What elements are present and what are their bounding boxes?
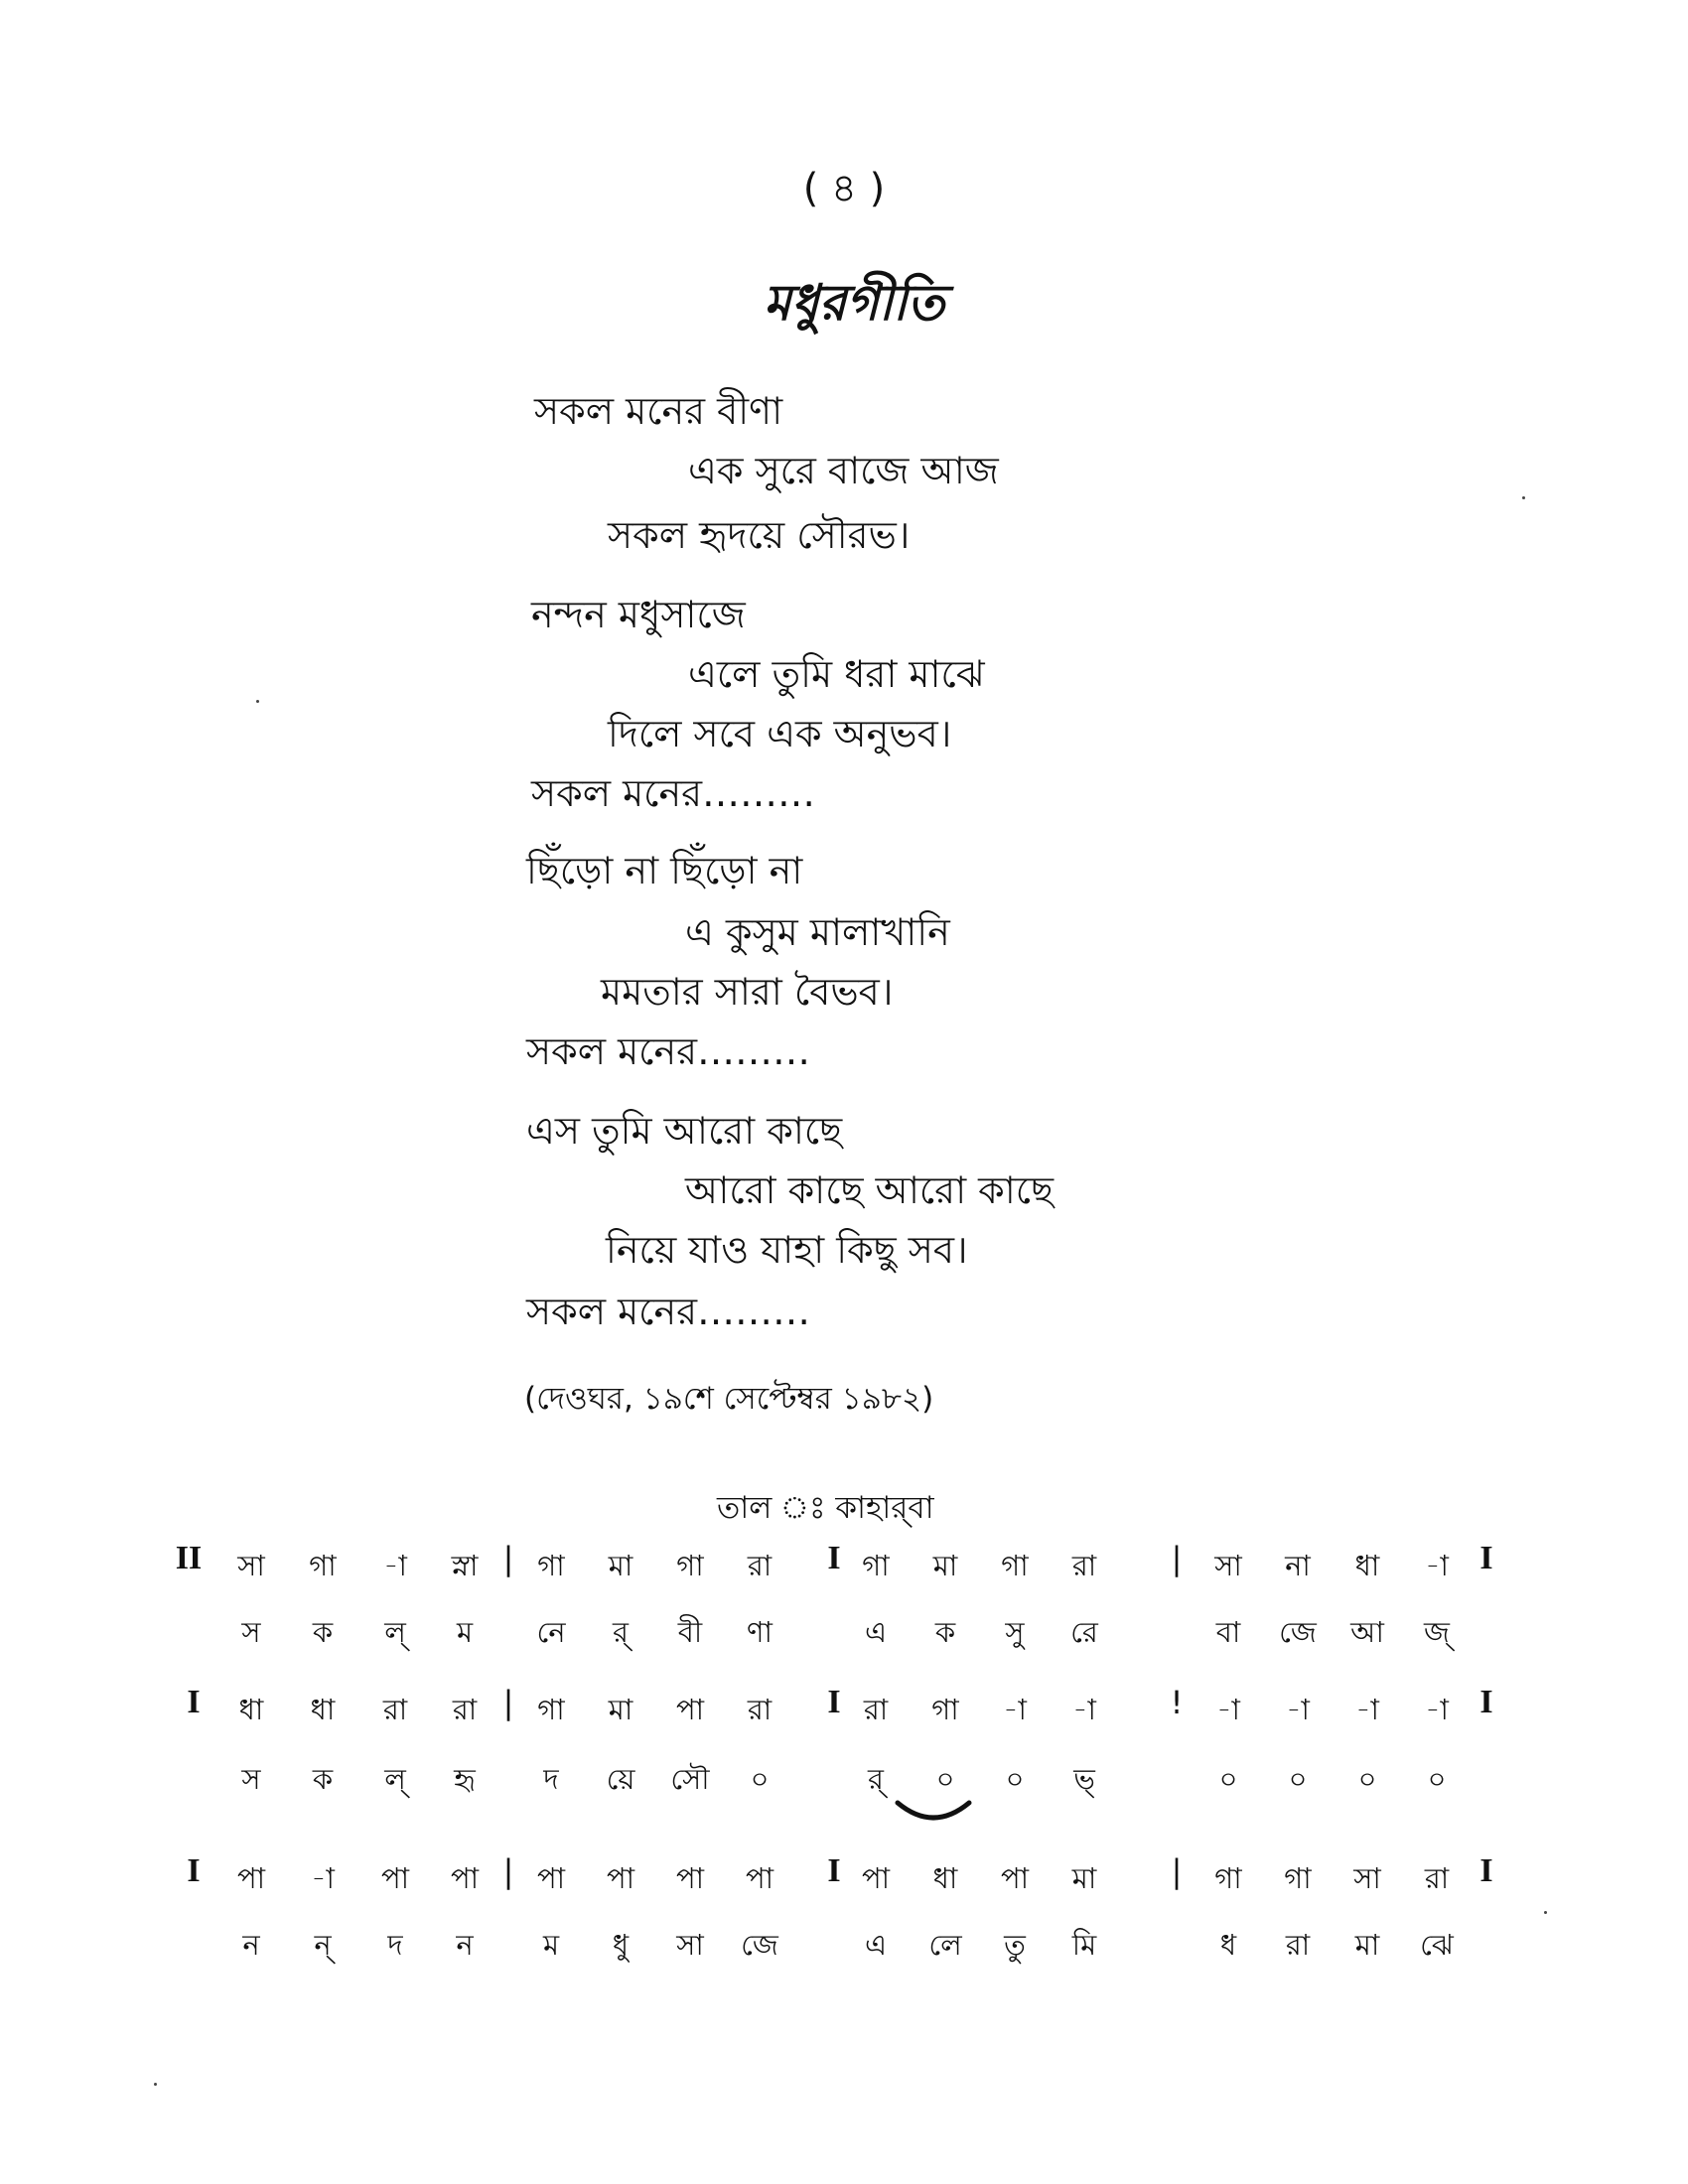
swara-note: পা [861, 1861, 891, 1895]
lyric-syllable: র্ [613, 1615, 629, 1649]
swara-note: পা [606, 1861, 635, 1895]
beat-divider: | [1171, 1540, 1183, 1577]
lyric-syllable: ০ [1288, 1762, 1308, 1796]
swara-note: ধা [1354, 1549, 1380, 1582]
swara-note: রা [382, 1693, 408, 1726]
swara-note: ধা [238, 1693, 264, 1726]
lyric-syllable: নে [536, 1615, 566, 1649]
swara-note: সা [237, 1549, 265, 1582]
swara-note: গা [931, 1693, 959, 1726]
lyric-line: সকল মনের……… [526, 1290, 811, 1333]
swara-note: রা [747, 1693, 773, 1726]
lyric-syllable: ক [934, 1615, 956, 1649]
bar-line-mid: I [827, 1684, 841, 1720]
swara-note: পা [236, 1861, 266, 1895]
bar-line-mid: I [827, 1540, 841, 1576]
lyric-line: নিয়ে যাও যাহা কিছু সব। [606, 1228, 968, 1272]
lyric-syllable: ০ [750, 1762, 770, 1796]
swara-note: -া [383, 1549, 407, 1582]
lyric-syllable: সু [1005, 1615, 1025, 1649]
lyric-syllable: ০ [1357, 1762, 1377, 1796]
beat-divider: | [1171, 1852, 1183, 1890]
lyric-line: এস তুমি আরো কাছে [526, 1109, 843, 1153]
tala-label: তাল ঃ কাহার্‌বা [717, 1490, 934, 1526]
lyric-syllable: ন্ [314, 1928, 332, 1962]
lyric-syllable: ধু [612, 1928, 630, 1962]
lyric-syllable: রা [1285, 1928, 1311, 1962]
swara-note: পা [745, 1861, 774, 1895]
page-number: ( ৪ ) [802, 166, 886, 211]
lyric-syllable: য়ে [606, 1762, 635, 1796]
bar-line-start: II [175, 1540, 203, 1576]
swara-note: পা [675, 1861, 705, 1895]
swara-note: মা [608, 1693, 633, 1726]
lyric-syllable: জে [741, 1928, 778, 1962]
swara-note: -া [1355, 1693, 1379, 1726]
swara-note: -া [1425, 1693, 1449, 1726]
slur-mark [894, 1799, 973, 1829]
lyric-syllable: সা [676, 1928, 704, 1962]
swara-note: রা [452, 1693, 478, 1726]
page-speck [256, 700, 259, 703]
swara-note: গা [309, 1549, 337, 1582]
lyric-line: মমতার সারা বৈভব। [601, 970, 894, 1014]
swara-note: পা [450, 1861, 480, 1895]
swara-note: রা [863, 1693, 889, 1726]
bar-line-end: I [1479, 1684, 1493, 1720]
lyric-syllable: রে [1070, 1615, 1098, 1649]
swara-note: -া [1286, 1693, 1310, 1726]
bar-line-start: I [187, 1852, 201, 1889]
lyric-line: ছিঁড়ো না ছিঁড়ো না [526, 849, 803, 892]
page-speck [1544, 1911, 1547, 1914]
lyric-syllable: ০ [1005, 1762, 1025, 1796]
lyric-line: দিলে সবে এক অনুভব। [608, 712, 952, 755]
lyric-syllable: ন [456, 1928, 474, 1962]
lyric-syllable: হৃ [454, 1762, 476, 1796]
lyric-syllable: মা [1354, 1928, 1380, 1962]
lyric-line: সকল মনের……… [526, 1029, 811, 1073]
swara-note: গা [862, 1549, 890, 1582]
lyric-syllable: ণা [747, 1615, 773, 1649]
swara-note: মা [1071, 1861, 1097, 1895]
lyric-line: আরো কাছে আরো কাছে [685, 1168, 1055, 1212]
lyric-syllable: এ [864, 1615, 888, 1649]
lyric-syllable: ভ্ [1073, 1762, 1095, 1796]
swara-note: গা [1284, 1861, 1312, 1895]
lyric-syllable: লে [928, 1928, 962, 1962]
dateline: (দেওঘর, ১৯শে সেপ্টেম্বর ১৯৮২) [524, 1381, 934, 1417]
lyric-syllable: ম [542, 1928, 560, 1962]
lyric-syllable: বী [677, 1615, 703, 1649]
lyric-syllable: ক [312, 1762, 334, 1796]
lyric-syllable: জে [1279, 1615, 1317, 1649]
lyric-syllable: স [241, 1762, 261, 1796]
swara-note: সা [1214, 1549, 1242, 1582]
swara-note: সা [1353, 1861, 1381, 1895]
lyric-syllable: দ [543, 1762, 559, 1796]
swara-note: মা [932, 1549, 958, 1582]
page-speck [154, 2083, 157, 2086]
bar-line-mid: I [827, 1852, 841, 1889]
swara-note: রা [1071, 1549, 1097, 1582]
lyric-syllable: বা [1215, 1615, 1241, 1649]
swara-note: ধা [932, 1861, 958, 1895]
lyric-syllable: এ [864, 1928, 888, 1962]
bar-line-start: I [187, 1684, 201, 1720]
lyric-syllable: ০ [1427, 1762, 1447, 1796]
swara-note: পা [1000, 1861, 1030, 1895]
song-title: মধুরগীতি [763, 274, 945, 332]
lyric-syllable: ০ [935, 1762, 955, 1796]
lyric-line: সকল মনের বীণা [534, 389, 783, 433]
lyric-syllable: ল্ [384, 1762, 406, 1796]
swara-note: ধা [310, 1693, 336, 1726]
lyric-syllable: স [241, 1615, 261, 1649]
swara-note: পা [675, 1693, 705, 1726]
swara-note: -া [1425, 1549, 1449, 1582]
swara-note: না [1285, 1549, 1311, 1582]
swara-note: -া [1003, 1693, 1027, 1726]
lyric-syllable: ০ [1218, 1762, 1238, 1796]
lyric-syllable: ধ [1219, 1928, 1237, 1962]
page-speck [1522, 496, 1525, 499]
lyric-line: নন্দন মধুসাজে [531, 593, 746, 636]
lyric-syllable: ক [312, 1615, 334, 1649]
swara-note: গা [537, 1693, 565, 1726]
lyric-syllable: জ্ [1424, 1615, 1450, 1649]
lyric-syllable: ঝে [1420, 1928, 1454, 1962]
swara-note: গা [537, 1549, 565, 1582]
swara-note: মা [608, 1549, 633, 1582]
bar-line-end: I [1479, 1852, 1493, 1889]
swara-note: -া [311, 1861, 335, 1895]
swara-note: -া [1072, 1693, 1096, 1726]
swara-note: রা [747, 1549, 773, 1582]
lyric-syllable: দ [387, 1928, 403, 1962]
lyric-line: সকল মনের……… [531, 771, 816, 815]
lyric-syllable: ন [242, 1928, 260, 1962]
swara-note: -া [1216, 1693, 1240, 1726]
beat-divider: | [502, 1852, 514, 1890]
lyric-line: এ কুসুম মালাখানি [685, 910, 950, 954]
lyric-line: এলে তুমি ধরা মাঝে [688, 652, 985, 696]
beat-divider: ! [1170, 1684, 1184, 1721]
lyric-syllable: ম [456, 1615, 474, 1649]
swara-note: গা [1214, 1861, 1242, 1895]
lyric-line: এক সুরে বাজে আজ [688, 449, 999, 492]
beat-divider: | [502, 1684, 514, 1721]
lyric-syllable: আ [1350, 1615, 1384, 1649]
swara-note: স্না [451, 1549, 479, 1582]
swara-note: গা [1001, 1549, 1029, 1582]
lyric-syllable: ল্ [384, 1615, 406, 1649]
bar-line-end: I [1479, 1540, 1493, 1576]
lyric-line: সকল হৃদয়ে সৌরভ। [608, 513, 911, 557]
swara-note: গা [676, 1549, 704, 1582]
swara-note: পা [380, 1861, 410, 1895]
beat-divider: | [502, 1540, 514, 1577]
lyric-syllable: সৌ [670, 1762, 710, 1796]
swara-note: রা [1424, 1861, 1450, 1895]
lyric-syllable: মি [1071, 1928, 1097, 1962]
swara-note: পা [536, 1861, 566, 1895]
lyric-syllable: তু [1004, 1928, 1026, 1962]
lyric-syllable: র্ [868, 1762, 884, 1796]
